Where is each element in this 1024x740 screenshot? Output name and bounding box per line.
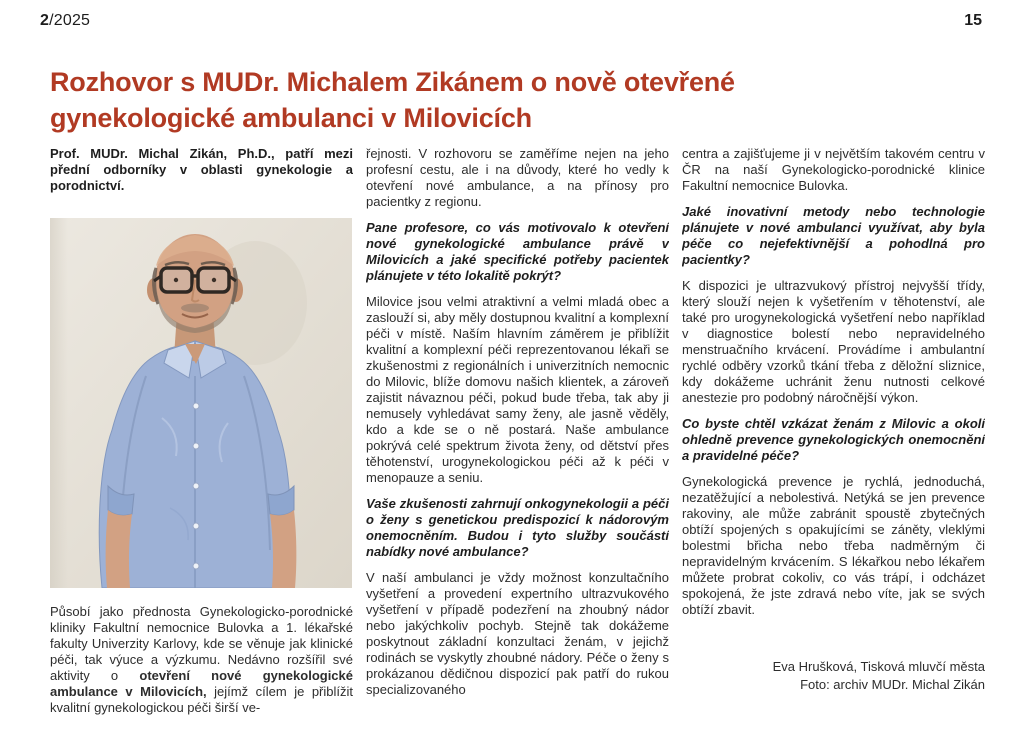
column-middle [366,146,669,740]
attribution-block [682,658,985,694]
left-para-text-end: jejímž cílem je přiblížit kvalitní gynekologickou péči širší ve- [50,684,353,715]
article-lead: Prof. MUDr. Michal Zikán, Ph.D., patří mezi přední odborníky v oblasti gynekologie a porodnictví. [50,146,353,193]
right-paragraph-1: centra a zajišťujeme ji v největším takovém centru v ČR na naší Gynekologicko-porodnické klinice Fakultní nemocnice Bulovka. [682,146,985,193]
column-left [50,146,353,740]
issue-year: /2025 [49,12,91,29]
left-para-text: Působí jako přednosta Gynekologicko-porodnické kliniky Fakultní nemocnice Bulovka a 1. lékařské fakulty Univerzity Karlovy, kde se věnuje jak klinické péči, tak výuce a výzkumu. Nedávno rozšířil své aktivity o [50,604,353,683]
michal-zikan-photo [50,218,352,588]
photo-credit: Foto: archiv MUDr. Michal Zikán [800,677,985,692]
interview-question-1: Pane profesore, co vás motivovalo k otevření nové gynekologické ambulance právě v Milovicích a jaké specifické potřeby pacientek plánujete v této lokalitě pokrýt? [366,220,669,283]
article-title-line2: gynekologické ambulanci v Milovicích [50,103,532,133]
middle-paragraph-1: řejnosti. V rozhovoru se zaměříme nejen na jeho profesní cestu, ale i na důvody, které ho vedly k otevření nové ambulance, a na přínosy pro pacientky z regionu. [366,146,669,209]
byline: Eva Hrušková, Tisková mluvčí města [772,659,985,674]
portrait-photo-illustration [50,218,352,588]
issue-number: 2 [40,12,50,29]
interview-question-3: Jaké inovativní metody nebo technologie plánujete v nové ambulanci využívat, aby byla péče co nejefektivnější a pohodlná pro pacientky? [682,204,985,267]
interview-answer-4: Gynekologická prevence je rychlá, jednoduchá, nezatěžující a nebolestivá. Netýká se jen prevence rakoviny, ale může zabránit spoustě zbytečných obtíží spojených s opakujícími se záněty, vleklými bolestmi břicha nebo třeba nadměrným či nepravidelným krvácením. S lékařkou nebo lékařem můžete probrat cokoliv, co vás trápí, i odcházet spokojená, že jste zdravá nebo víte, jak se svých obtíží zbavit. [682,474,985,617]
left-para-bold: otevření nové gynekologické ambulance v Milovicích, [50,668,353,699]
interview-question-2: Vaše zkušenosti zahrnují onkogynekologii a péči o ženy s genetickou predispozicí k nádorovým onemocněním. Budou i tyto služby součástí nabídky nové ambulance? [366,496,669,559]
article-title [50,64,850,136]
interview-answer-2: V naší ambulanci je vždy možnost konzultačního vyšetření a provedení expertního ultrazvukového vyšetření v případě podezření na zhoubný nádor nebo jakýchkoliv pochyb. Stejně tak dokážeme poskytnout základní konzultaci ženám, v jejichž rodinách se vyskytly zhoubné nádory. Péče o ženy s prokázanou dědičnou dispozicí pak patří do rukou specializovaného [366,570,669,697]
interview-answer-1: Milovice jsou velmi atraktivní a velmi mladá obec a zaslouží si, aby měly dostupnou kvalitní a komplexní péči v místě. Naším hlavním záměrem je přiblížit kvalitní a komplexní péči reprezentovanou lékaři se zkušenostmi z regionálních i univerzitních nemocnic do Milovic, blíže domovu našich klientek, a zároveň zajistit návaznou péči, pokud bude třeba, tak aby ji nemusely vyhledávat samy ženy, ale jasně věděly, kdo a kde se o ně postará. Naše ambulance pokrývá celé spektrum života ženy, od dětství přes těhotenství, urogynekologickou péči až k péči v menopauze a seniu. [366,294,669,485]
left-column-paragraph [50,604,353,716]
interview-question-4: Co byste chtěl vzkázat ženám z Milovic a okolí ohledně prevence gynekologických onemocnění a pravidelné péče? [682,416,985,463]
page-number: 15 [964,12,982,29]
article-columns [50,146,985,740]
article-title-line1: Rozhovor s MUDr. Michalem Zikánem o nově otevřené [50,67,735,97]
issue-label [40,12,90,30]
interview-answer-3: K dispozici je ultrazvukový přístroj nejvyšší třídy, který slouží nejen k vyšetřením v těhotenství, ale také pro urogynekologická vyšetření nebo například v diagnostice bolestí nebo nepravidelného menstruačního krvácení. Provádíme i ambulantní rychlé odběry vzorků tkání třeba z děložní sliznice, kdy dokážeme uchránit ženu nutnosti celkové anestezie pro podobný náročnější výkon. [682,278,985,405]
column-right [682,146,985,740]
